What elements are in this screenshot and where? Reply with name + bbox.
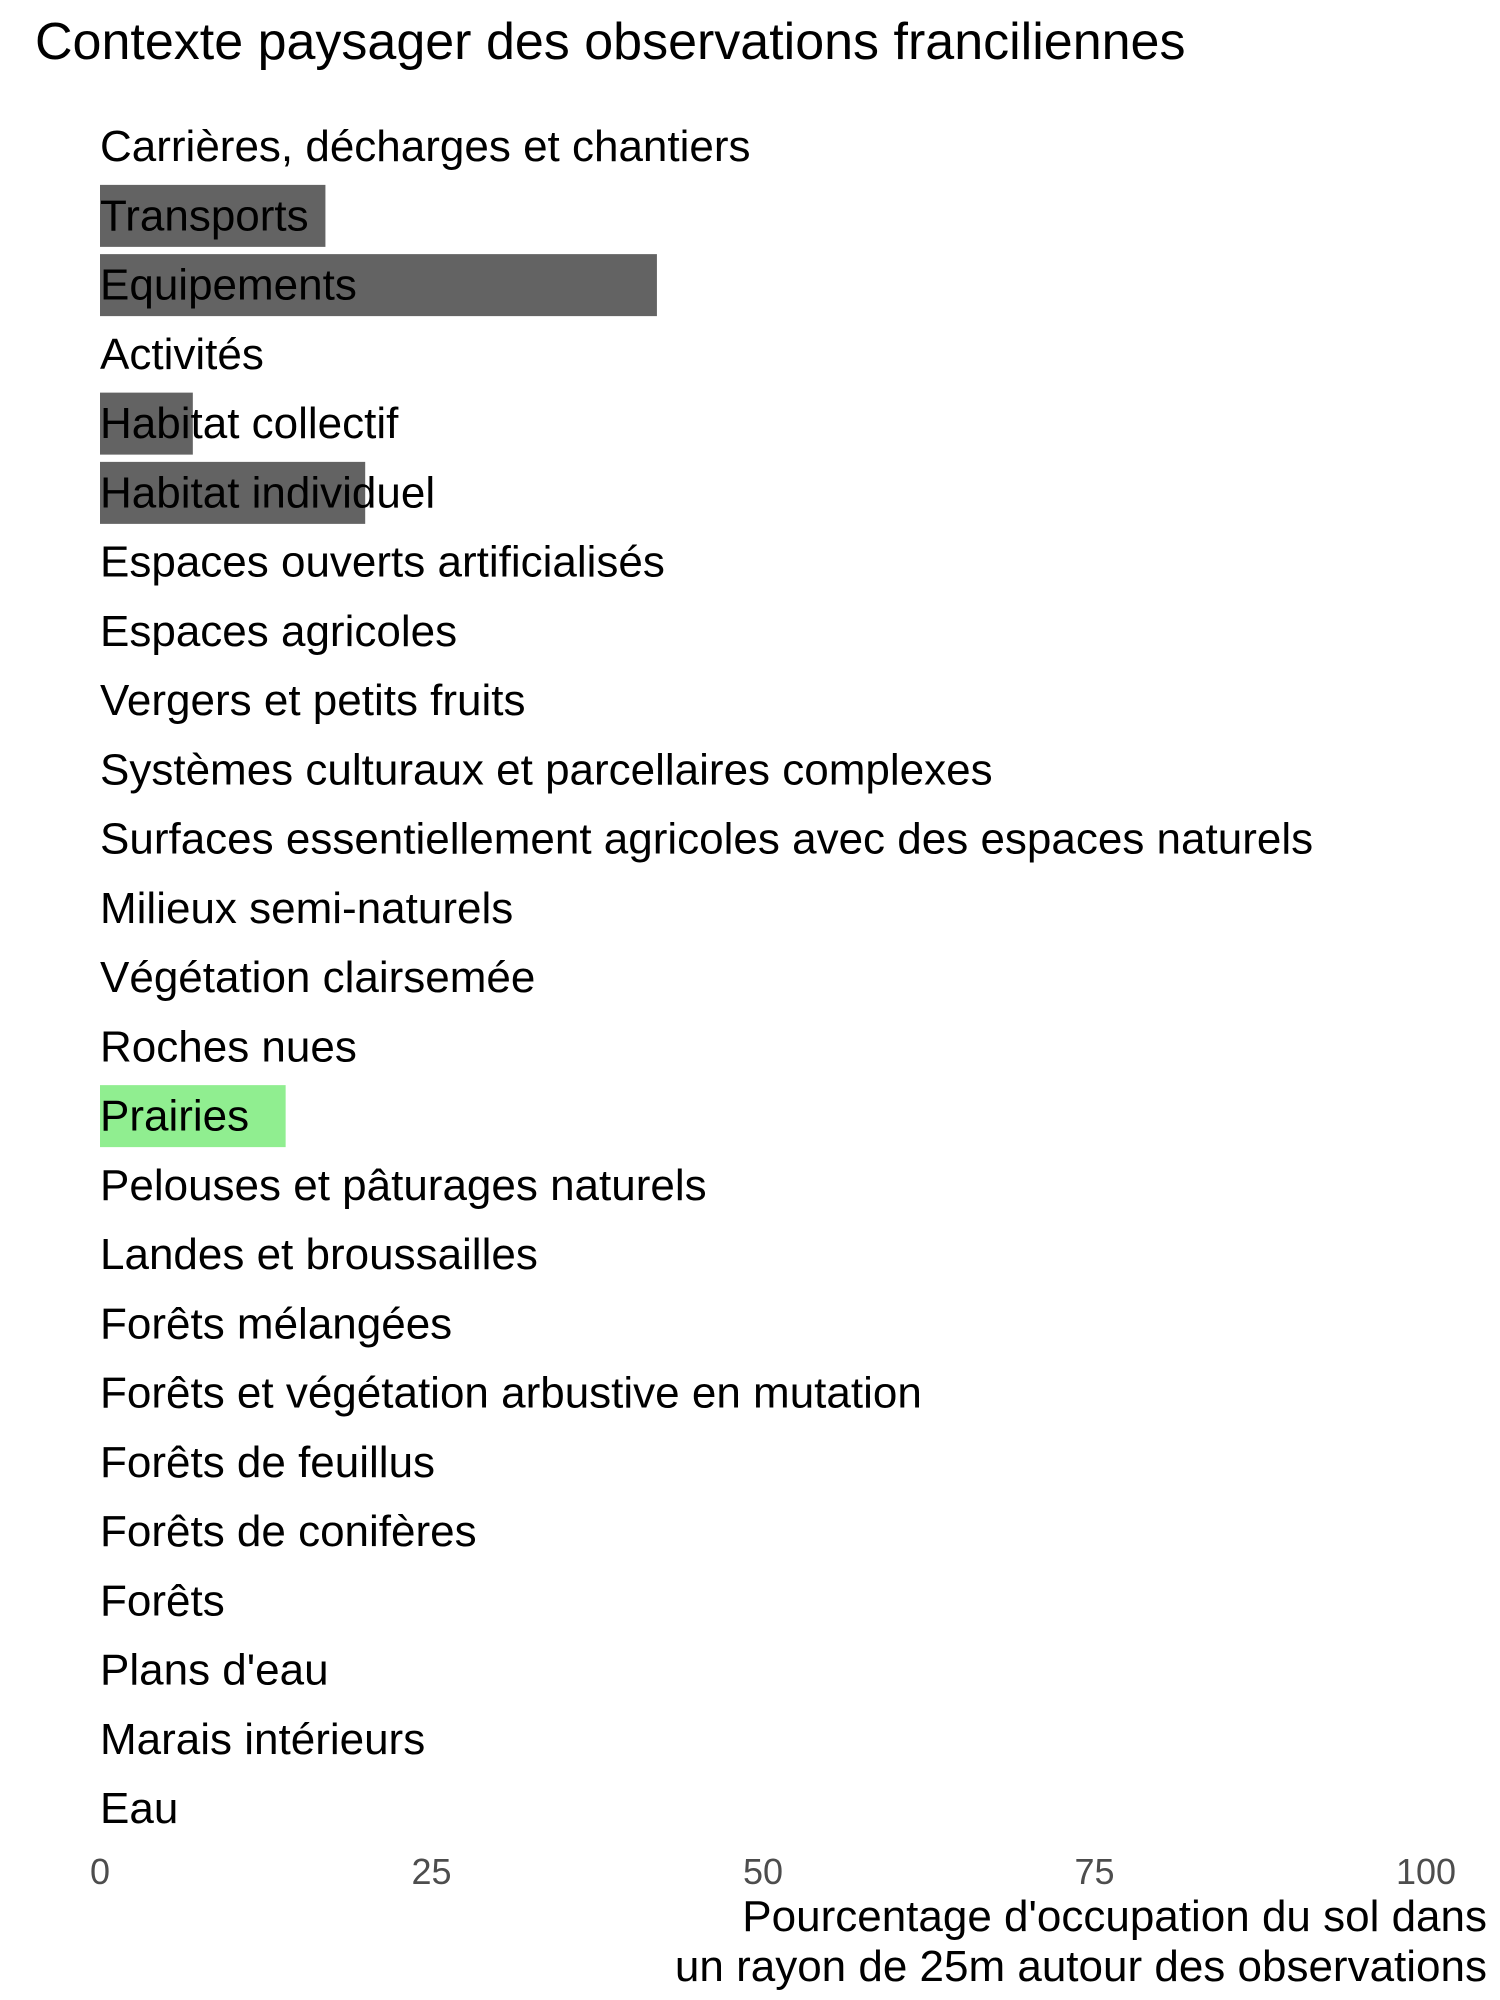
category-label: Landes et broussailles — [100, 1230, 538, 1280]
category-label: Forêts de conifères — [100, 1507, 477, 1557]
x-axis-label-line-1: Pourcentage d'occupation du sol dans — [742, 1892, 1487, 1941]
category-label: Pelouses et pâturages naturels — [100, 1160, 707, 1210]
category-label: Transports — [100, 191, 309, 241]
category-label: Forêts et végétation arbustive en mutation — [100, 1368, 922, 1418]
category-label: Forêts de feuillus — [100, 1437, 436, 1487]
x-tick-label: 0 — [89, 1851, 111, 1892]
category-label: Milieux semi-naturels — [100, 883, 514, 933]
category-label: Habitat collectif — [100, 399, 399, 449]
x-tick-label: 75 — [1074, 1851, 1115, 1892]
category-label: Eau — [100, 1784, 179, 1834]
category-label: Surfaces essentiellement agricoles avec des espaces naturels — [100, 814, 1314, 864]
category-label: Equipements — [100, 260, 357, 310]
category-label: Forêts mélangées — [100, 1299, 453, 1349]
category-label: Plans d'eau — [100, 1645, 329, 1695]
category-label: Marais intérieurs — [100, 1714, 426, 1764]
category-label: Espaces agricoles — [100, 606, 458, 656]
category-label: Systèmes culturaux et parcellaires complexes — [100, 745, 993, 795]
category-label: Espaces ouverts artificialisés — [100, 537, 665, 587]
category-label: Roches nues — [100, 1022, 357, 1072]
category-label: Végétation clairsemée — [100, 953, 536, 1003]
x-axis-label-line-2: un rayon de 25m autour des observations — [674, 1942, 1487, 1991]
x-tick-label: 100 — [1395, 1851, 1457, 1892]
x-tick-label: 25 — [411, 1851, 452, 1892]
category-label: Carrières, décharges et chantiers — [100, 122, 751, 172]
category-label: Prairies — [100, 1091, 250, 1141]
category-label: Vergers et petits fruits — [100, 676, 526, 726]
category-label: Activités — [100, 329, 264, 379]
chart-title: Contexte paysager des observations franciliennes — [35, 13, 1186, 71]
category-label: Forêts — [100, 1576, 225, 1626]
x-axis-label — [587, 1892, 1487, 1992]
category-label: Habitat individuel — [100, 468, 436, 518]
x-tick-label: 50 — [742, 1851, 784, 1892]
